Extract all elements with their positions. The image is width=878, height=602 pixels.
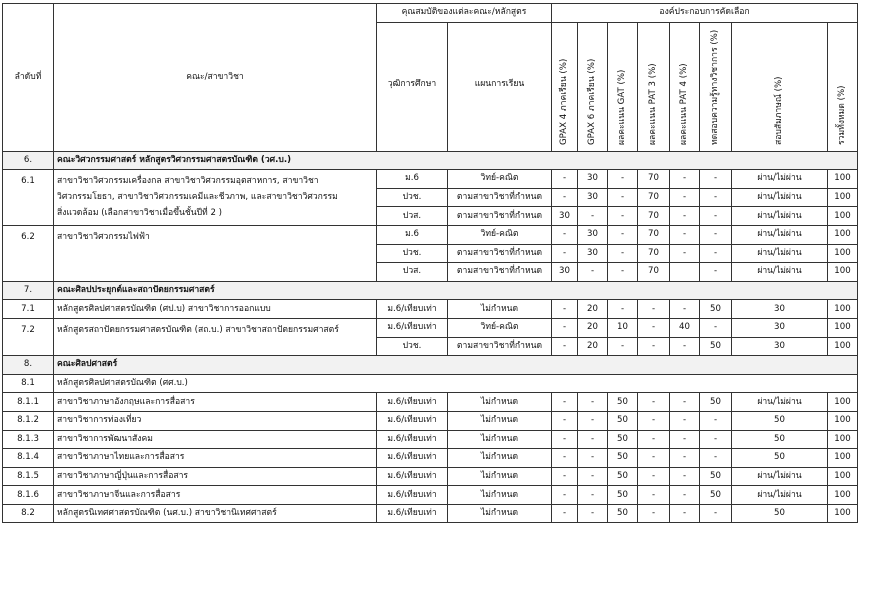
header-faculty: คณะ/สาขาวิชา: [54, 4, 377, 152]
study-plan-cell: ไม่กำหนด: [448, 504, 552, 523]
test-cell: -: [700, 188, 732, 207]
gpax4-cell: 30: [552, 263, 578, 282]
gat-cell: -: [608, 225, 638, 244]
pat4-cell: -: [670, 411, 700, 430]
pat3-cell: 70: [638, 170, 670, 189]
admission-criteria-table: [2, 3, 858, 523]
test-cell: 50: [700, 393, 732, 412]
pat4-cell: -: [670, 300, 700, 319]
study-plan-cell: วิทย์-คณิต: [448, 225, 552, 244]
pat4-cell: -: [670, 207, 700, 226]
study-plan-cell: ตามสาขาวิชาที่กำหนด: [448, 207, 552, 226]
gpax6-cell: -: [578, 504, 608, 523]
row-number: 8.1.6: [3, 486, 54, 505]
program-name: หลักสูตรนิเทศศาสตรบัณฑิต (นศ.บ.) สาขาวิชานิเทศศาสตร์: [54, 504, 377, 523]
study-plan-cell: ไม่กำหนด: [448, 486, 552, 505]
header-pat3: ผลคะแนน PAT 3 (%): [638, 22, 670, 151]
header-education: วุฒิการศึกษา: [377, 22, 448, 151]
gpax4-cell: -: [552, 411, 578, 430]
pat3-cell: 70: [638, 244, 670, 263]
header-order: ลำดับที่: [3, 4, 54, 152]
test-cell: 50: [700, 467, 732, 486]
gpax4-cell: -: [552, 430, 578, 449]
education-cell: ม.6/เทียบเท่า: [377, 300, 448, 319]
education-cell: ม.6: [377, 225, 448, 244]
pat3-cell: 70: [638, 225, 670, 244]
education-cell: ม.6/เทียบเท่า: [377, 393, 448, 412]
gpax6-cell: -: [578, 263, 608, 282]
table-row: [3, 225, 858, 244]
interview-cell: ผ่าน/ไม่ผ่าน: [732, 393, 828, 412]
gpax4-cell: -: [552, 188, 578, 207]
header-gpax6: GPAX 6 ภาคเรียน (%): [578, 22, 608, 151]
header-study-plan: แผนการเรียน: [448, 22, 552, 151]
total-cell: 100: [828, 263, 858, 282]
gat-cell: 10: [608, 318, 638, 337]
total-cell: 100: [828, 225, 858, 244]
test-cell: -: [700, 504, 732, 523]
row-number: 8.1.2: [3, 411, 54, 430]
education-cell: ม.6: [377, 170, 448, 189]
education-cell: ปวช.: [377, 188, 448, 207]
total-cell: 100: [828, 244, 858, 263]
test-cell: -: [700, 244, 732, 263]
program-name: สาขาวิชาการท่องเที่ยว: [54, 411, 377, 430]
pat3-cell: -: [638, 504, 670, 523]
table-row: [3, 393, 858, 412]
header-academic-test: ทดสอบความรู้ทางวิชาการ (%): [700, 22, 732, 151]
pat3-cell: 70: [638, 207, 670, 226]
header-gat: ผลคะแนน GAT (%): [608, 22, 638, 151]
table-row: [3, 486, 858, 505]
gpax4-cell: -: [552, 449, 578, 468]
pat4-cell: -: [670, 393, 700, 412]
interview-cell: ผ่าน/ไม่ผ่าน: [732, 263, 828, 282]
pat3-cell: -: [638, 393, 670, 412]
gpax6-cell: -: [578, 449, 608, 468]
pat3-cell: -: [638, 411, 670, 430]
program-name: สาขาวิชาภาษาอังกฤษและการสื่อสาร: [54, 393, 377, 412]
pat3-cell: -: [638, 318, 670, 337]
education-cell: ม.6/เทียบเท่า: [377, 411, 448, 430]
program-name: สาขาวิชาการพัฒนาสังคม: [54, 430, 377, 449]
pat3-cell: -: [638, 467, 670, 486]
study-plan-cell: วิทย์-คณิต: [448, 170, 552, 189]
gat-cell: -: [608, 244, 638, 263]
section-number: 7.: [3, 281, 54, 300]
pat4-cell: -: [670, 244, 700, 263]
section-row-6: [3, 151, 858, 170]
gpax4-cell: 30: [552, 207, 578, 226]
study-plan-cell: ตามสาขาวิชาที่กำหนด: [448, 244, 552, 263]
pat3-cell: -: [638, 430, 670, 449]
table-row: [3, 430, 858, 449]
section-title: คณะวิศวกรรมศาสตร์ หลักสูตรวิศวกรรมศาสตรบัณฑิต (วศ.บ.): [54, 151, 858, 170]
interview-cell: 30: [732, 337, 828, 356]
education-cell: ม.6/เทียบเท่า: [377, 430, 448, 449]
table-row: [3, 170, 858, 189]
interview-cell: 30: [732, 318, 828, 337]
gat-cell: 50: [608, 504, 638, 523]
study-plan-cell: ไม่กำหนด: [448, 430, 552, 449]
table-row: [3, 411, 858, 430]
gpax6-cell: 30: [578, 188, 608, 207]
gat-cell: 50: [608, 411, 638, 430]
pat4-cell: -: [670, 170, 700, 189]
education-cell: ม.6/เทียบเท่า: [377, 504, 448, 523]
education-cell: ม.6/เทียบเท่า: [377, 486, 448, 505]
gat-cell: 50: [608, 430, 638, 449]
total-cell: 100: [828, 486, 858, 505]
study-plan-cell: ไม่กำหนด: [448, 300, 552, 319]
table-row: [3, 449, 858, 468]
gpax6-cell: 30: [578, 225, 608, 244]
program-name: สาขาวิชาภาษาจีนและการสื่อสาร: [54, 486, 377, 505]
gpax6-cell: 20: [578, 337, 608, 356]
gat-cell: -: [608, 337, 638, 356]
education-cell: ปวส.: [377, 263, 448, 282]
admission-table-wrapper: [2, 3, 858, 523]
program-name: สาขาวิชาวิศวกรรมเครื่องกล สาขาวิชาวิศวกรรมอุตสาหการ, สาขาวิชา วิศวกรรมโยธา, สาขาวิชาวิศวกรรมเคมีและชีวภาพ, และสาขาวิชาวิศวกรรม สิ่งแวดล้อม (เลือกสาขาวิชาเมื่อขึ้นชั้นปีที่ 2 ): [54, 170, 377, 226]
gat-cell: -: [608, 188, 638, 207]
interview-cell: ผ่าน/ไม่ผ่าน: [732, 486, 828, 505]
test-cell: 50: [700, 300, 732, 319]
pat3-cell: -: [638, 300, 670, 319]
row-number: 7.1: [3, 300, 54, 319]
pat4-cell: -: [670, 504, 700, 523]
gat-cell: 50: [608, 486, 638, 505]
gat-cell: -: [608, 300, 638, 319]
row-number: 6.2: [3, 225, 54, 281]
gat-cell: 50: [608, 393, 638, 412]
gpax4-cell: -: [552, 504, 578, 523]
header-interview: สอบสัมภาษณ์ (%): [732, 22, 828, 151]
interview-cell: 30: [732, 300, 828, 319]
pat4-cell: -: [670, 188, 700, 207]
study-plan-cell: ไม่กำหนด: [448, 467, 552, 486]
pat4-cell: [670, 263, 700, 282]
gpax6-cell: 20: [578, 318, 608, 337]
pat4-cell: -: [670, 225, 700, 244]
interview-cell: ผ่าน/ไม่ผ่าน: [732, 188, 828, 207]
gpax4-cell: -: [552, 318, 578, 337]
program-name: หลักสูตรสถาปัตยกรรมศาสตรบัณฑิต (สถ.บ.) สาขาวิชาสถาปัตยกรรมศาสตร์: [54, 318, 377, 355]
pat3-cell: -: [638, 486, 670, 505]
interview-cell: 50: [732, 449, 828, 468]
test-cell: 50: [700, 486, 732, 505]
section-number: 8.: [3, 356, 54, 375]
gpax6-cell: -: [578, 486, 608, 505]
gat-cell: -: [608, 207, 638, 226]
header-qualification-group: คุณสมบัติของแต่ละคณะ/หลักสูตร: [377, 4, 552, 23]
total-cell: 100: [828, 430, 858, 449]
subsection-number: 8.1: [3, 374, 54, 393]
gpax6-cell: 20: [578, 300, 608, 319]
section-title: คณะศิลปศาสตร์: [54, 356, 858, 375]
gpax4-cell: -: [552, 486, 578, 505]
total-cell: 100: [828, 449, 858, 468]
subsection-title: หลักสูตรศิลปศาสตรบัณฑิต (ศศ.บ.): [54, 374, 858, 393]
gpax4-cell: -: [552, 225, 578, 244]
row-number: 8.1.5: [3, 467, 54, 486]
pat3-cell: -: [638, 449, 670, 468]
gat-cell: 50: [608, 449, 638, 468]
interview-cell: 50: [732, 411, 828, 430]
pat3-cell: -: [638, 337, 670, 356]
subsection-row-8-1: [3, 374, 858, 393]
interview-cell: ผ่าน/ไม่ผ่าน: [732, 207, 828, 226]
study-plan-cell: ตามสาขาวิชาที่กำหนด: [448, 188, 552, 207]
total-cell: 100: [828, 207, 858, 226]
row-number: 7.2: [3, 318, 54, 355]
pat4-cell: 40: [670, 318, 700, 337]
row-number: 6.1: [3, 170, 54, 226]
gpax4-cell: -: [552, 337, 578, 356]
section-row-7: [3, 281, 858, 300]
education-cell: ปวส.: [377, 207, 448, 226]
pat3-cell: 70: [638, 263, 670, 282]
study-plan-cell: ไม่กำหนด: [448, 411, 552, 430]
table-row: [3, 300, 858, 319]
header-pat4: ผลคะแนน PAT 4 (%): [670, 22, 700, 151]
gpax6-cell: 30: [578, 244, 608, 263]
test-cell: -: [700, 263, 732, 282]
total-cell: 100: [828, 504, 858, 523]
education-cell: ม.6/เทียบเท่า: [377, 449, 448, 468]
gpax6-cell: -: [578, 411, 608, 430]
program-name: สาขาวิชาภาษาญี่ปุ่นและการสื่อสาร: [54, 467, 377, 486]
interview-cell: ผ่าน/ไม่ผ่าน: [732, 225, 828, 244]
interview-cell: ผ่าน/ไม่ผ่าน: [732, 244, 828, 263]
pat4-cell: -: [670, 337, 700, 356]
interview-cell: 50: [732, 430, 828, 449]
pat4-cell: -: [670, 486, 700, 505]
test-cell: -: [700, 225, 732, 244]
gpax4-cell: -: [552, 170, 578, 189]
total-cell: 100: [828, 318, 858, 337]
pat4-cell: -: [670, 449, 700, 468]
gpax6-cell: -: [578, 207, 608, 226]
education-cell: ปวช.: [377, 337, 448, 356]
section-number: 6.: [3, 151, 54, 170]
program-name: สาขาวิชาภาษาไทยและการสื่อสาร: [54, 449, 377, 468]
interview-cell: 50: [732, 504, 828, 523]
education-cell: ปวช.: [377, 244, 448, 263]
interview-cell: ผ่าน/ไม่ผ่าน: [732, 170, 828, 189]
gat-cell: 50: [608, 467, 638, 486]
total-cell: 100: [828, 337, 858, 356]
study-plan-cell: ตามสาขาวิชาที่กำหนด: [448, 337, 552, 356]
study-plan-cell: วิทย์-คณิต: [448, 318, 552, 337]
gpax6-cell: -: [578, 430, 608, 449]
table-row: [3, 504, 858, 523]
test-cell: -: [700, 430, 732, 449]
program-name: หลักสูตรศิลปศาสตรบัณฑิต (ศป.บ) สาขาวิชาการออกแบบ: [54, 300, 377, 319]
total-cell: 100: [828, 188, 858, 207]
gat-cell: -: [608, 170, 638, 189]
total-cell: 100: [828, 300, 858, 319]
gpax4-cell: -: [552, 244, 578, 263]
table-row: [3, 467, 858, 486]
gpax6-cell: 30: [578, 170, 608, 189]
study-plan-cell: ตามสาขาวิชาที่กำหนด: [448, 263, 552, 282]
total-cell: 100: [828, 393, 858, 412]
pat3-cell: 70: [638, 188, 670, 207]
test-cell: -: [700, 449, 732, 468]
section-title: คณะศิลปประยุกต์และสถาปัตยกรรมศาสตร์: [54, 281, 858, 300]
row-number: 8.1.3: [3, 430, 54, 449]
gpax4-cell: -: [552, 300, 578, 319]
header-total: รวมทั้งหมด (%): [828, 22, 858, 151]
program-name: สาขาวิชาวิศวกรรมไฟฟ้า: [54, 225, 377, 281]
gpax4-cell: -: [552, 467, 578, 486]
test-cell: -: [700, 318, 732, 337]
total-cell: 100: [828, 170, 858, 189]
education-cell: ม.6/เทียบเท่า: [377, 467, 448, 486]
study-plan-cell: ไม่กำหนด: [448, 393, 552, 412]
row-number: 8.1.4: [3, 449, 54, 468]
header-components-group: องค์ประกอบการคัดเลือก: [552, 4, 858, 23]
gpax6-cell: -: [578, 393, 608, 412]
gpax6-cell: -: [578, 467, 608, 486]
test-cell: -: [700, 170, 732, 189]
table-row: [3, 318, 858, 337]
gpax4-cell: -: [552, 393, 578, 412]
test-cell: -: [700, 207, 732, 226]
test-cell: -: [700, 411, 732, 430]
pat4-cell: -: [670, 467, 700, 486]
gat-cell: -: [608, 263, 638, 282]
row-number: 8.1.1: [3, 393, 54, 412]
study-plan-cell: ไม่กำหนด: [448, 449, 552, 468]
row-number: 8.2: [3, 504, 54, 523]
header-gpax4: GPAX 4 ภาคเรียน (%): [552, 22, 578, 151]
education-cell: ม.6/เทียบเท่า: [377, 318, 448, 337]
total-cell: 100: [828, 411, 858, 430]
total-cell: 100: [828, 467, 858, 486]
section-row-8: [3, 356, 858, 375]
pat4-cell: -: [670, 430, 700, 449]
interview-cell: ผ่าน/ไม่ผ่าน: [732, 467, 828, 486]
test-cell: 50: [700, 337, 732, 356]
